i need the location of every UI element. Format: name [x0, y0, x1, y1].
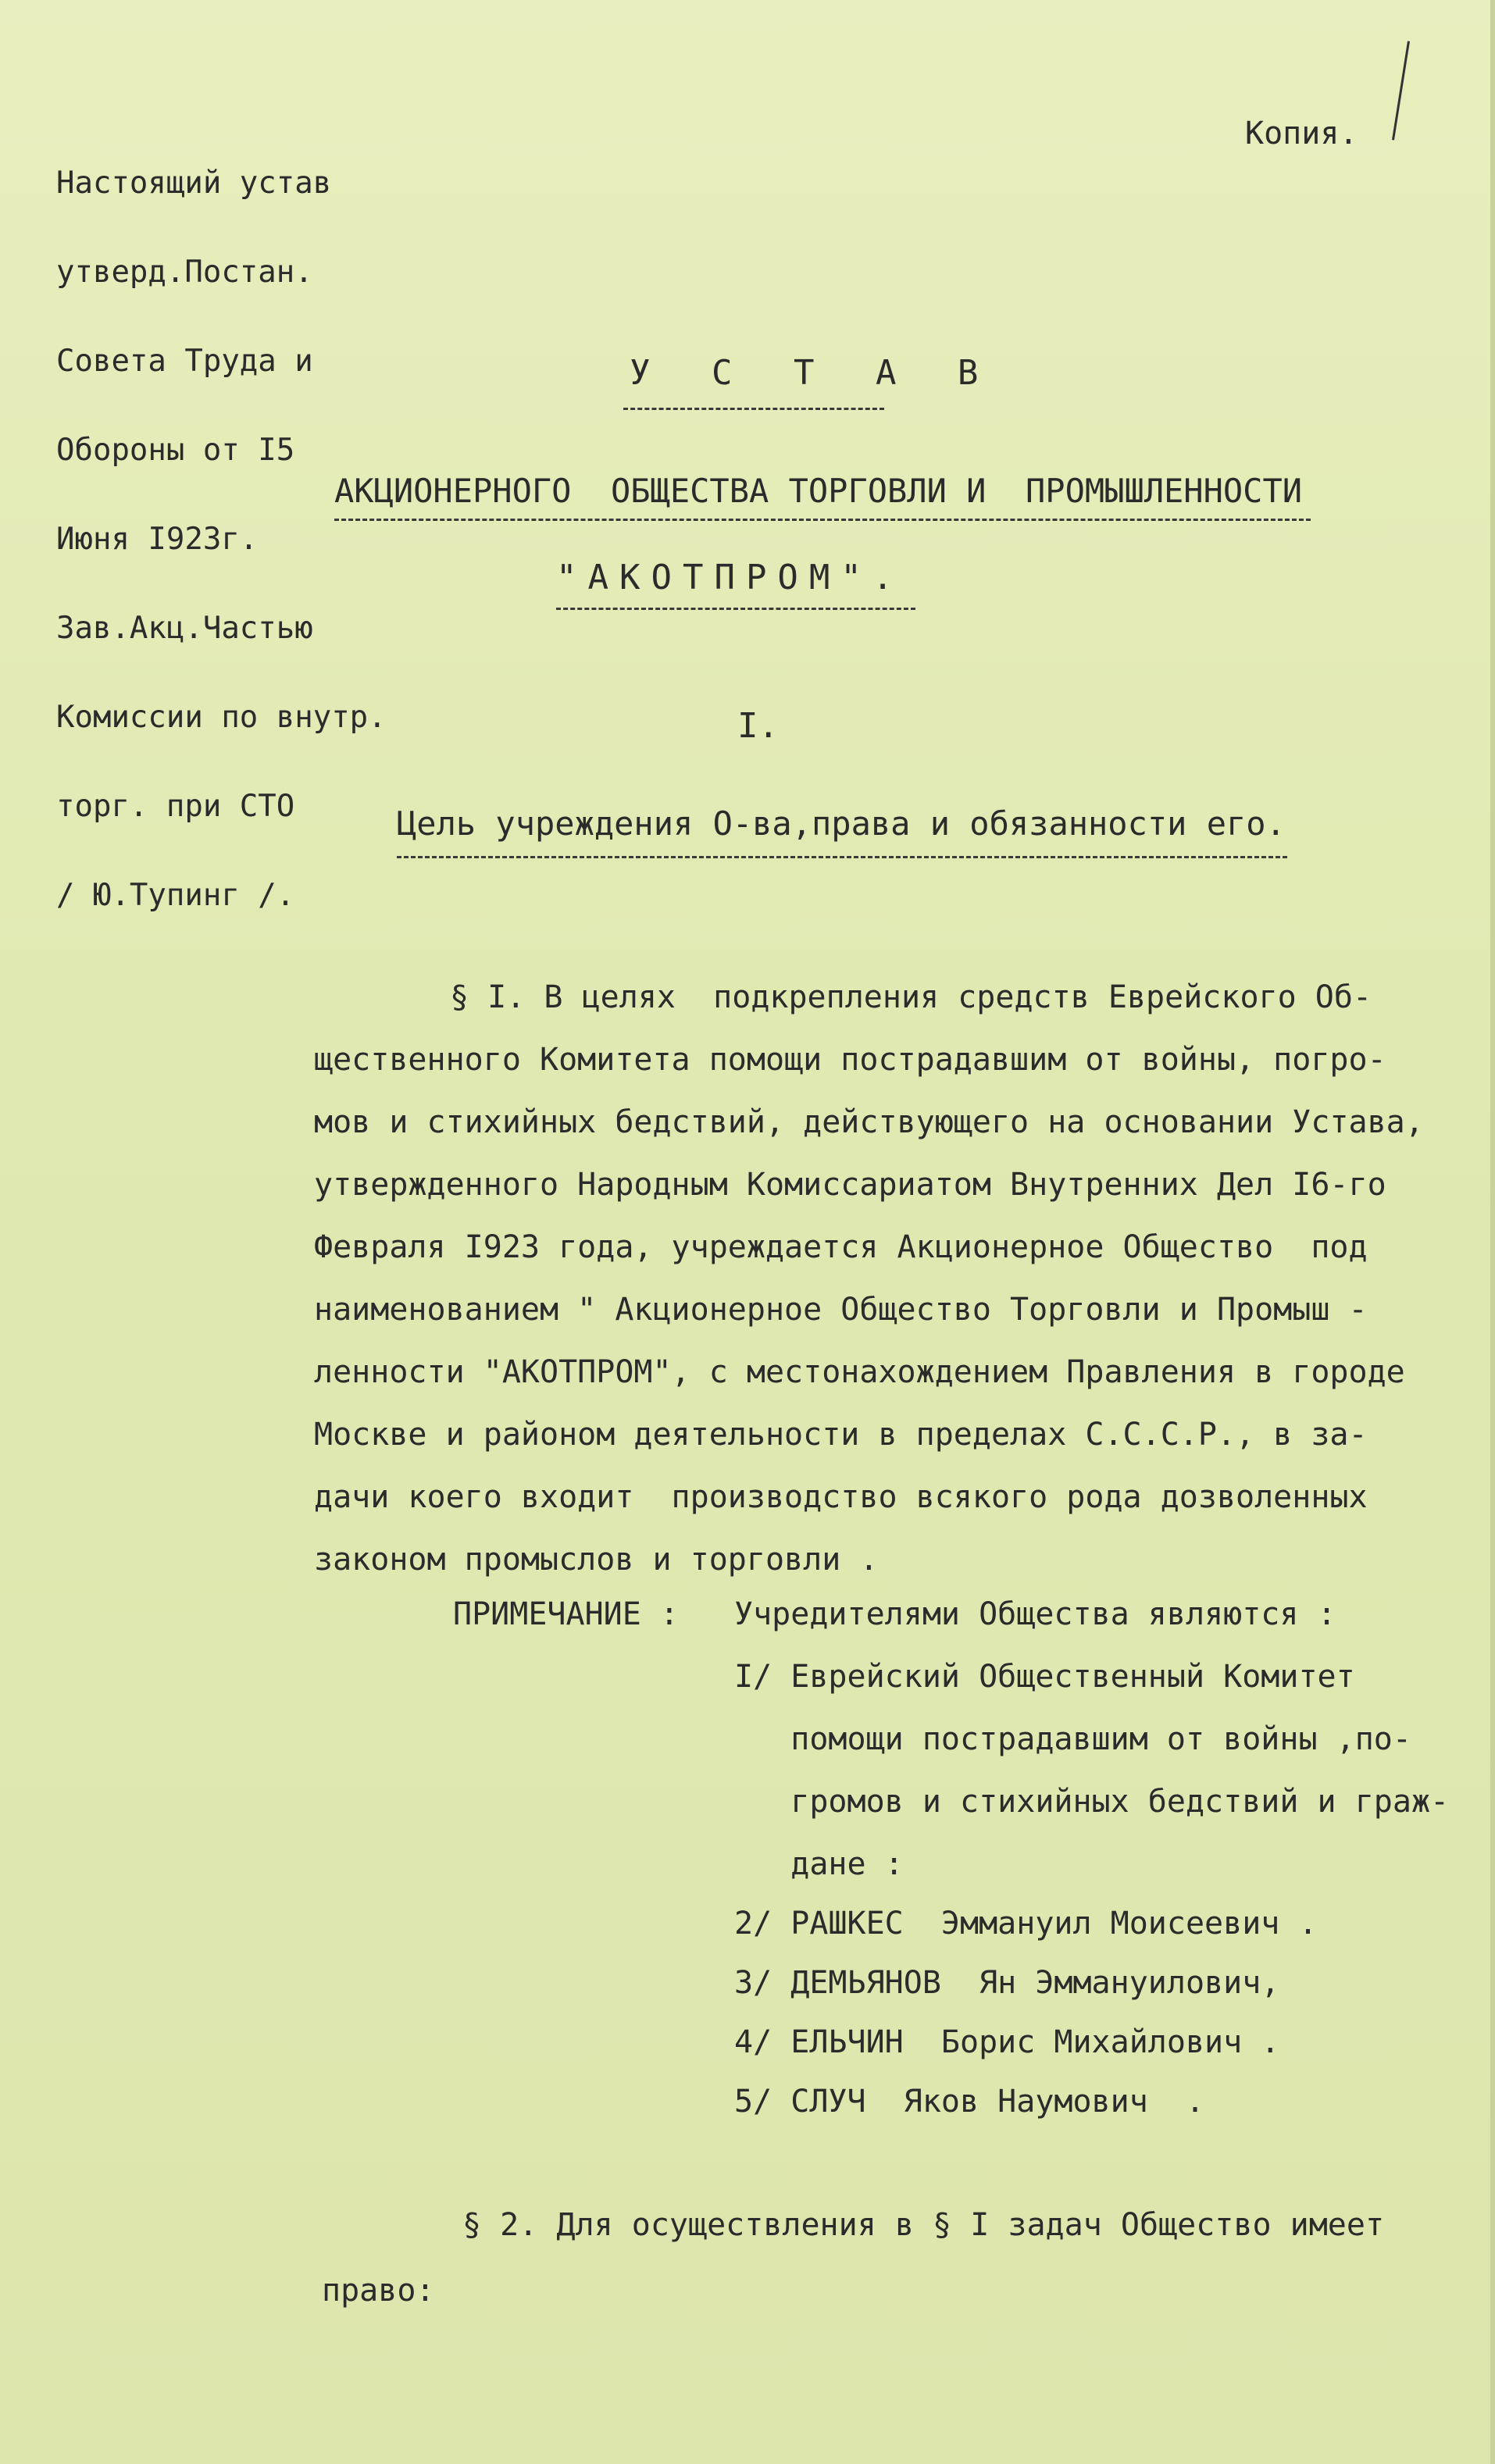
company-underline: [334, 519, 1311, 521]
margin-note-line: Зав.Акц.Частью: [56, 611, 313, 646]
note-item: дане :: [734, 1846, 904, 1882]
margin-note-line: Настоящий устав: [56, 166, 332, 201]
company-name-underline: [556, 608, 915, 610]
paragraph-line: Москве и районом деятельности в пределах С.С.С.Р., в за-: [314, 1417, 1368, 1453]
note-item: 4/ ЕЛЬЧИН Борис Михайлович .: [734, 2024, 1280, 2060]
company-name: "АКОТПРОМ".: [556, 558, 904, 597]
approval-margin-note: [56, 109, 387, 970]
paragraph-line: дачи коего входит производство всякого рода дозволенных: [314, 1479, 1368, 1515]
paragraph-line: наименованием " Акционерное Общество Торговли и Промыш -: [314, 1292, 1368, 1328]
note-item: I/ Еврейский Общественный Комитет: [734, 1659, 1355, 1695]
note-label: ПРИМЕЧАНИЕ :: [453, 1596, 679, 1632]
margin-note-line: / Ю.Тупинг /.: [56, 878, 295, 913]
paragraph-line: § I. В целях подкрепления средств Еврейского Об-: [450, 979, 1372, 1015]
margin-note-line: Обороны от I5: [56, 433, 295, 468]
paragraph-line: утвержденного Народным Комиссариатом Внутренних Дел I6-го: [314, 1167, 1386, 1203]
paragraph-line: право:: [322, 2273, 435, 2309]
margin-note-line: Комиссии по внутр.: [56, 700, 387, 735]
page-edge: [1490, 0, 1495, 2464]
margin-note-line: Июня I923г.: [56, 522, 259, 557]
margin-note-line: утверд.Постан.: [56, 255, 313, 290]
title-underline: [623, 408, 884, 410]
copy-label: Копия.: [1245, 116, 1358, 152]
note-item: 5/ СЛУЧ Яков Наумович .: [734, 2084, 1205, 2120]
note-item: 2/ РАШКЕС Эммануил Моисеевич .: [734, 1906, 1318, 1942]
note-item: 3/ ДЕМЬЯНОВ Ян Эммануилович,: [734, 1965, 1280, 2001]
margin-note-line: торг. при СТО: [56, 789, 295, 824]
paragraph-line: Февраля I923 года, учреждается Акционерное Общество под: [314, 1229, 1368, 1265]
note-item: помощи пострадавшим от войны ,по-: [734, 1721, 1411, 1757]
section-title: Цель учреждения О-ва,права и обязанности его.: [397, 804, 1286, 843]
paragraph-line: щественного Комитета помощи пострадавшим от войны, погро-: [314, 1042, 1386, 1078]
section-number: I.: [737, 706, 779, 746]
paragraph-line: законом промыслов и торговли .: [314, 1542, 879, 1578]
paragraph-line: § 2. Для осуществления в § I задач Общество имеет: [462, 2207, 1385, 2243]
document-title: У С Т А В: [630, 353, 999, 393]
note-item: громов и стихийных бедствий и граж-: [734, 1784, 1450, 1820]
paragraph-line: ленности "АКОТПРОМ", с местонахождением Правления в городе: [314, 1354, 1405, 1390]
paragraph-line: мов и стихийных бедствий, действующего на основании Устава,: [314, 1104, 1424, 1140]
handwritten-mark: [1392, 41, 1410, 141]
margin-note-line: Совета Труда и: [56, 344, 313, 379]
section-title-underline: [397, 856, 1287, 858]
note-intro: Учредителями Общества являются :: [734, 1596, 1336, 1632]
company-line: АКЦИОНЕРНОГО ОБЩЕСТВА ТОРГОВЛИ И ПРОМЫШЛЕННОСТИ: [334, 472, 1303, 510]
